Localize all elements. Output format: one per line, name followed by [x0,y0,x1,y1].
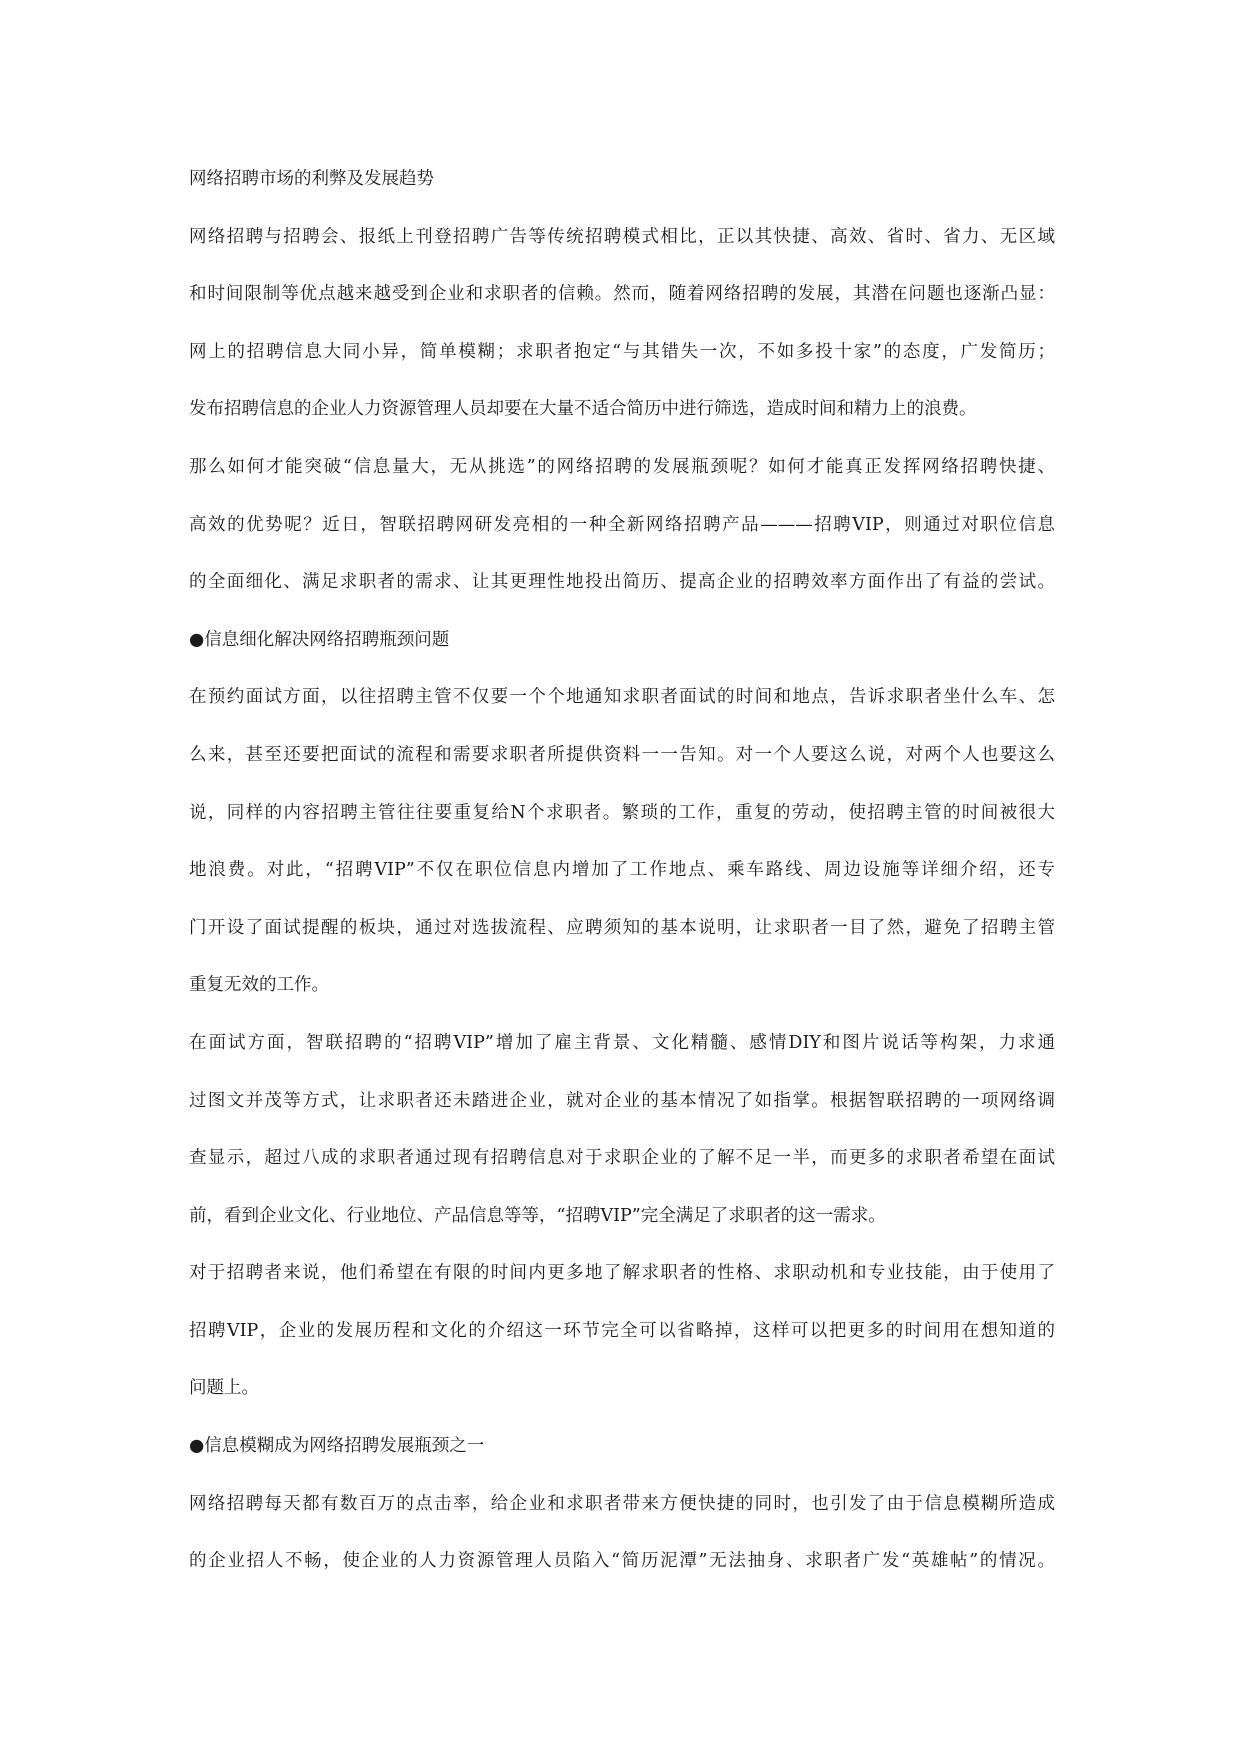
text-line: 和时间限制等优点越来越受到企业和求职者的信赖。然而，随着网络招聘的发展，其潜在问题也逐渐凸显： [189,284,1055,305]
text-line: 的全面细化、满足求职者的需求、让其更理性地投出简历、提高企业的招聘效率方面作出了有益的尝试。 [189,572,1055,593]
document-title: 网络招聘市场的利弊及发展趋势 [189,169,434,189]
text-line: 说，同样的内容招聘主管往往要重复给N个求职者。繁琐的工作，重复的劳动，使招聘主管的时间被很大 [189,802,1055,823]
text-line: 招聘VIP，企业的发展历程和文化的介绍这一环节完全可以省略掉，这样可以把更多的时间用在想知道的 [189,1320,1055,1341]
text-line: 那么如何才能突破“信息量大，无从挑选”的网络招聘的发展瓶颈呢？如何才能真正发挥网络招聘快捷、 [189,456,1055,477]
text-line: 问题上。 [189,1378,259,1399]
text-line: 门开设了面试提醒的板块，通过对选拔流程、应聘须知的基本说明，让求职者一目了然，避免了招聘主管 [189,917,1055,938]
text-line: 前，看到企业文化、行业地位、产品信息等等，“招聘VIP”完全满足了求职者的这一需求。 [189,1205,886,1226]
text-line: 对于招聘者来说，他们希望在有限的时间内更多地了解求职者的性格、求职动机和专业技能，由于使用了 [189,1263,1055,1284]
text-line: 网络招聘每天都有数百万的点击率，给企业和求职者带来方便快捷的同时，也引发了由于信息模糊所造成 [189,1493,1055,1514]
text-line: 地浪费。对此，“招聘VIP”不仅在职位信息内增加了工作地点、乘车路线、周边设施等详细介绍，还专 [189,860,1055,881]
text-line: 查显示，超过八成的求职者通过现有招聘信息对于求职企业的了解不足一半，而更多的求职者希望在面试 [189,1148,1055,1169]
text-line: ●信息模糊成为网络招聘发展瓶颈之一 [189,1436,485,1457]
text-line: 的企业招人不畅，使企业的人力资源管理人员陷入“简历泥潭”无法抽身、求职者广发“英雄帖”的情况。 [189,1551,1055,1572]
text-line: 发布招聘信息的企业人力资源管理人员却要在大量不适合简历中进行筛选，造成时间和精力上的浪费。 [189,399,977,420]
text-line: 么来，甚至还要把面试的流程和需要求职者所提供资料一一告知。对一个人要这么说，对两个人也要这么 [189,744,1055,765]
text-line: 在预约面试方面，以往招聘主管不仅要一个个地通知求职者面试的时间和地点，告诉求职者坐什么车、怎 [189,687,1055,708]
text-line: 在面试方面，智联招聘的“招聘VIP”增加了雇主背景、文化精髓、感情DIY和图片说话等构架，力求通 [189,1032,1055,1053]
text-line: 过图文并茂等方式，让求职者还未踏进企业，就对企业的基本情况了如指掌。根据智联招聘的一项网络调 [189,1090,1055,1111]
text-line: 高效的优势呢？近日，智联招聘网研发亮相的一种全新网络招聘产品———招聘VIP，则通过对职位信息 [189,514,1055,535]
text-line: 重复无效的工作。 [189,975,329,996]
text-line: 网上的招聘信息大同小异，简单模糊；求职者抱定“与其错失一次，不如多投十家”的态度，广发简历； [189,341,1055,362]
text-line: 网络招聘与招聘会、报纸上刊登招聘广告等传统招聘模式相比，正以其快捷、高效、省时、省力、无区域 [189,226,1055,247]
document-body [189,162,1055,1602]
text-line: ●信息细化解决网络招聘瓶颈问题 [189,629,450,650]
